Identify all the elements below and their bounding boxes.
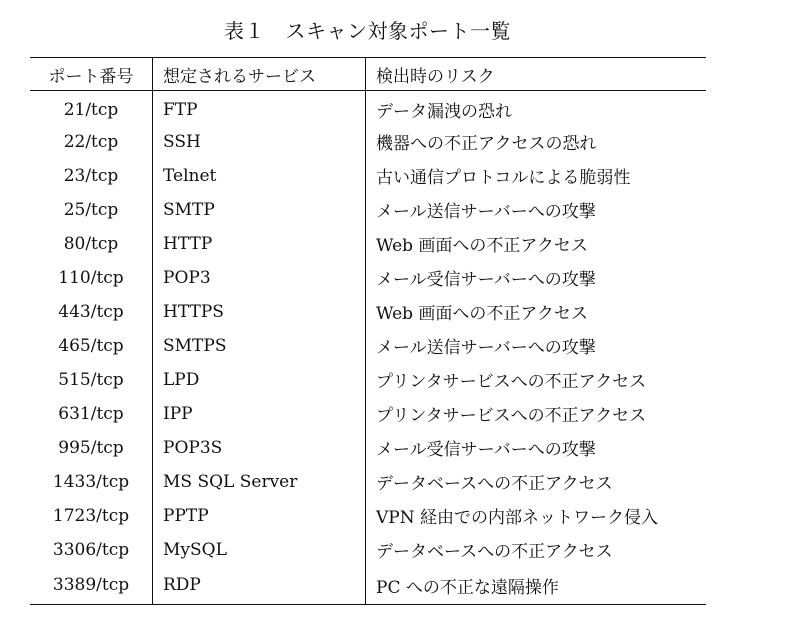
table-row [30, 397, 706, 431]
cell-risk: Web 画面への不正アクセス [376, 304, 588, 324]
header-risk: 検出時のリスク [376, 66, 495, 87]
table-header-row [30, 58, 706, 91]
cell-risk: 機器への不正アクセスの恐れ [376, 134, 597, 154]
header-port: ポート番号 [30, 58, 153, 91]
cell-service: POP3S [153, 431, 366, 465]
table-row [30, 125, 706, 159]
cell-port: 1723/tcp [30, 499, 153, 533]
table-row [30, 261, 706, 295]
cell-port: 995/tcp [30, 431, 153, 465]
cell-risk: メール受信サーバーへの攻撃 [376, 270, 596, 290]
cell-port: 3306/tcp [30, 533, 153, 567]
port-table [30, 57, 706, 605]
cell-port: 21/tcp [30, 91, 153, 125]
cell-risk: Web 画面への不正アクセス [376, 236, 588, 256]
cell-service: SMTP [153, 193, 366, 227]
table-row [30, 329, 706, 363]
cell-risk: メール送信サーバーへの攻撃 [376, 338, 596, 358]
cell-risk: プリンタサービスへの不正アクセス [376, 372, 647, 392]
cell-port: 23/tcp [30, 159, 153, 193]
cell-port: 515/tcp [30, 363, 153, 397]
cell-risk: メール受信サーバーへの攻撃 [376, 440, 596, 460]
cell-service: MySQL [153, 533, 366, 567]
cell-service: MS SQL Server [153, 465, 366, 499]
cell-service: SMTPS [153, 329, 366, 363]
cell-service: PPTP [153, 499, 366, 533]
cell-port: 22/tcp [30, 125, 153, 159]
table-row [30, 193, 706, 227]
cell-port: 80/tcp [30, 227, 153, 261]
table-row [30, 431, 706, 465]
cell-port: 25/tcp [30, 193, 153, 227]
cell-service: LPD [153, 363, 366, 397]
cell-port: 3389/tcp [30, 567, 153, 605]
cell-port: 443/tcp [30, 295, 153, 329]
cell-port: 465/tcp [30, 329, 153, 363]
cell-risk: データ漏洩の恐れ [376, 102, 512, 123]
table-row [30, 533, 706, 567]
table-row [30, 499, 706, 533]
table-row [30, 295, 706, 329]
cell-service: IPP [153, 397, 366, 431]
table-body [30, 91, 706, 605]
table-row [30, 91, 706, 125]
table-row [30, 159, 706, 193]
cell-service: FTP [153, 91, 366, 125]
cell-service: POP3 [153, 261, 366, 295]
table-row [30, 465, 706, 499]
cell-risk: VPN 経由での内部ネットワーク侵入 [376, 508, 658, 528]
cell-risk: 古い通信プロトコルによる脆弱性 [376, 168, 631, 188]
table-row [30, 567, 706, 605]
cell-port: 631/tcp [30, 397, 153, 431]
cell-service: RDP [153, 567, 366, 605]
cell-risk: PC への不正な遠隔操作 [376, 577, 559, 598]
cell-service: Telnet [153, 159, 366, 193]
cell-risk: メール送信サーバーへの攻撃 [376, 202, 596, 222]
cell-risk: プリンタサービスへの不正アクセス [376, 406, 647, 426]
table-row [30, 227, 706, 261]
cell-service: HTTPS [153, 295, 366, 329]
header-service: 想定されるサービス [153, 58, 366, 91]
table-row [30, 363, 706, 397]
table-caption: 表１ スキャン対象ポート一覧 [224, 19, 511, 43]
cell-port: 1433/tcp [30, 465, 153, 499]
cell-service: HTTP [153, 227, 366, 261]
cell-risk: データベースへの不正アクセス [376, 474, 613, 494]
cell-port: 110/tcp [30, 261, 153, 295]
cell-service: SSH [153, 125, 366, 159]
cell-risk: データベースへの不正アクセス [376, 542, 613, 562]
